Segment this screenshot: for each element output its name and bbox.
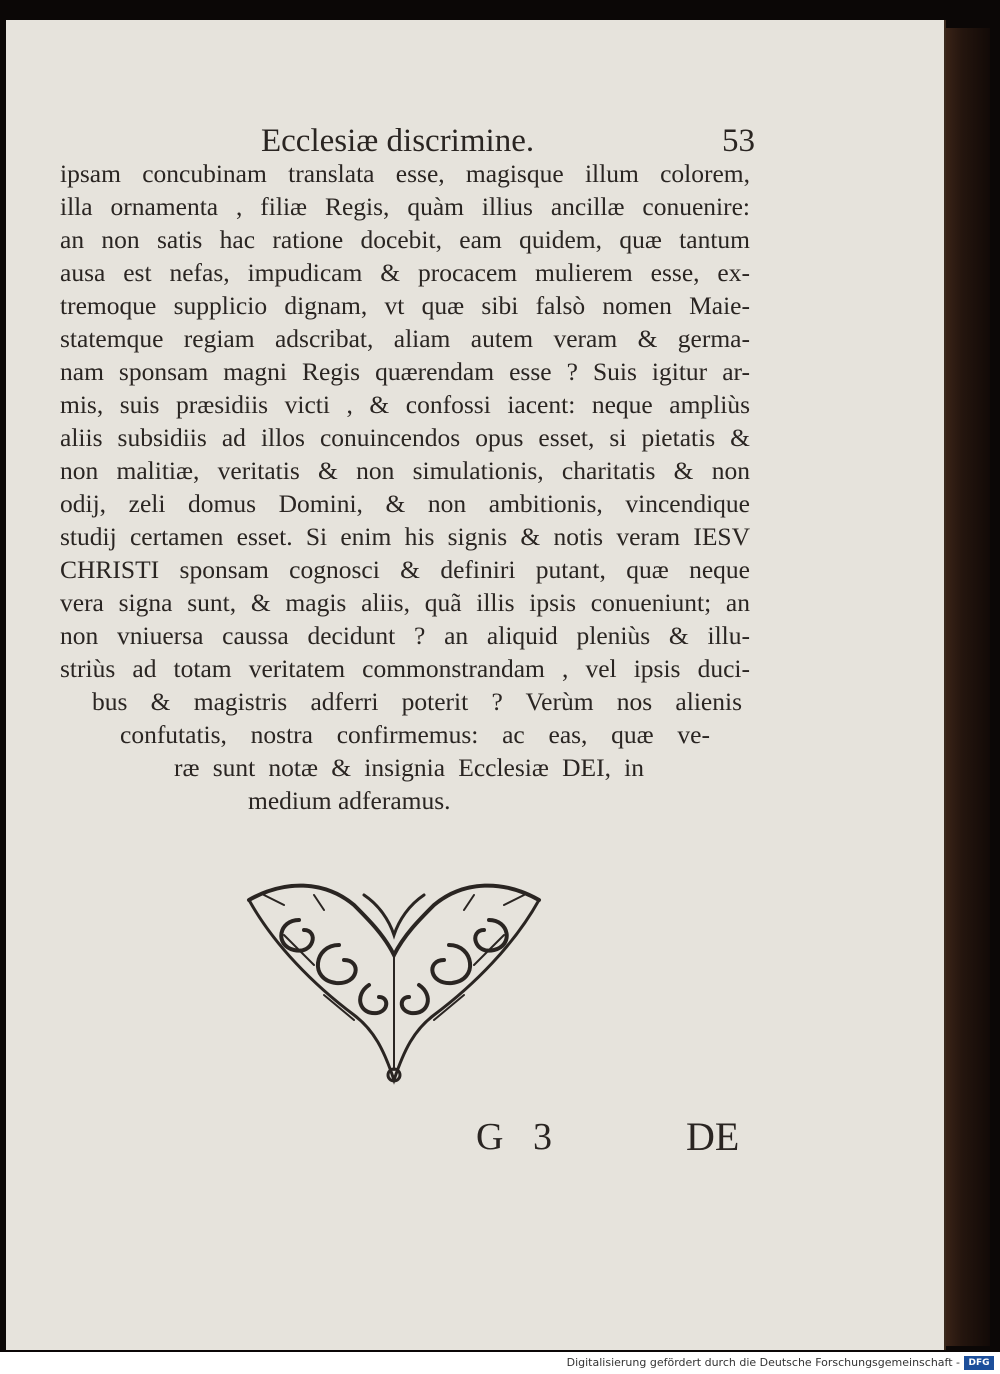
text-line: illa ornamenta , filiæ Regis, quàm illius ancillæ conuenire: [60,192,750,221]
signature-mark: G 3 [476,1116,562,1158]
text-line: vera signa sunt, & magis aliis, quã illis ipsis conueniunt; an [60,588,750,617]
text-line: non malitiæ, veritatis & non simulationis, charitatis & non [60,456,750,485]
text-line: striùs ad totam veritatem commonstrandam , vel ipsis duci- [60,654,750,683]
text-line: ipsam concubinam translata esse, magisque illum colorem, [60,159,750,188]
text-line: medium adferamus. [248,786,451,815]
text-line: nam sponsam magni Regis quærendam esse ? Suis igitur ar- [60,357,750,386]
text-line: mis, suis præsidiis victi , & confossi iacent: neque ampliùs [60,390,750,419]
credit-text: Digitalisierung gefördert durch die Deutsche Forschungsgemeinschaft - [566,1356,960,1369]
text-line: studij certamen esset. Si enim his signis & notis veram IESV [60,522,750,551]
text-line: ausa est nefas, impudicam & procacem mulierem esse, ex- [60,258,750,287]
catchword: DE [686,1114,740,1159]
text-line: non vniuersa caussa decidunt ? an aliquid pleniùs & illu- [60,621,750,650]
running-head: Ecclesiæ discrimine. [261,123,535,159]
text-line: tremoque supplicio dignam, vt quæ sibi falsò nomen Maie- [60,291,750,320]
page-number: 53 [722,123,755,159]
book-page [6,20,946,1350]
text-line: an non satis hac ratione docebit, eam quidem, quæ tantum [60,225,750,254]
text-line: bus & magistris adferri poterit ? Verùm nos alienis [92,687,742,716]
dfg-logo: DFG [964,1356,994,1370]
text-line: aliis subsidiis ad illos conuincendos opus esset, si pietatis & [60,423,750,452]
text-line: confutatis, nostra confirmemus: ac eas, quæ ve- [120,720,710,749]
text-line: odij, zeli domus Domini, & non ambitionis, vincendique [60,489,750,518]
text-line: statemque regiam adscribat, aliam autem veram & germa- [60,324,750,353]
digitization-credit-bar [0,1352,1000,1374]
text-line: ræ sunt notæ & insignia Ecclesiæ DEI, in [174,753,644,782]
text-line: CHRISTI sponsam cognosci & definiri putant, quæ neque [60,555,750,584]
book-edge [944,28,990,1346]
woodcut-ornament-icon [244,875,544,1085]
